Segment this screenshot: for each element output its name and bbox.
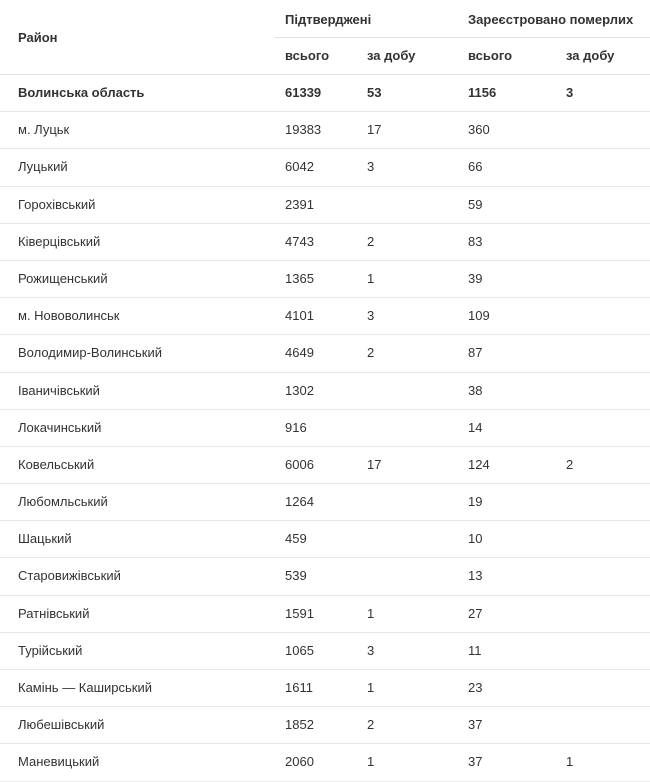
confirmed-total: 1591 [285,605,314,621]
table-row [0,447,650,484]
district-name: Володимир-Волинський [18,345,163,361]
confirmed-total: 4101 [285,308,314,324]
header-group-divider [275,37,650,38]
confirmed-total: 2391 [285,196,314,212]
confirmed-per-day: 2 [367,717,375,733]
district-name: Шацький [18,531,72,547]
table-header [0,0,650,75]
table-row [0,298,650,335]
confirmed-per-day: 53 [367,85,382,100]
confirmed-total: 1302 [285,382,314,398]
confirmed-total: 539 [285,568,307,584]
district-name: Іваничівський [18,382,100,398]
confirmed-per-day: 1 [367,605,375,621]
deaths-per-day: 3 [566,85,574,100]
district-name: Любомльський [18,494,108,510]
deaths-total: 66 [468,159,483,175]
deaths-total: 11 [468,642,482,658]
confirmed-total: 61339 [285,85,322,100]
header-confirmed-total: всього [285,48,330,63]
confirmed-total: 6042 [285,159,314,175]
confirmed-per-day: 2 [367,345,375,361]
deaths-total: 14 [468,419,483,435]
confirmed-total: 916 [285,419,307,435]
deaths-total: 19 [468,494,483,510]
deaths-total: 124 [468,456,490,472]
table-body [0,75,650,782]
confirmed-per-day: 3 [367,308,375,324]
table-row [0,149,650,186]
district-name: Турійський [18,642,83,658]
deaths-total: 1156 [468,85,497,100]
confirmed-per-day: 1 [367,270,375,286]
district-name: Любешівський [18,717,105,733]
header-deaths-total: всього [468,48,513,63]
district-name: Рожищенський [18,270,108,286]
table-row [0,633,650,670]
table-row [0,224,650,261]
confirmed-total: 4743 [285,233,314,249]
deaths-total: 27 [468,605,483,621]
district-name: м. Нововолинськ [18,308,120,324]
deaths-total: 87 [468,345,483,361]
confirmed-total: 19383 [285,122,322,138]
confirmed-total: 459 [285,531,307,547]
deaths-total: 23 [468,680,483,695]
deaths-total: 39 [468,270,483,286]
district-name: Волинська область [18,85,145,100]
district-name: Ратнівський [18,605,90,621]
deaths-total: 37 [468,754,483,770]
district-name: Ковельський [18,456,95,472]
table-row [0,558,650,595]
confirmed-per-day: 2 [367,233,375,249]
deaths-total: 38 [468,382,483,398]
confirmed-total: 2060 [285,754,314,770]
table-row [0,484,650,521]
confirmed-per-day: 3 [367,642,375,658]
deaths-per-day: 2 [566,456,574,472]
deaths-total: 360 [468,122,490,138]
confirmed-total: 4649 [285,345,314,361]
district-name: Маневицький [18,754,100,770]
table-row [0,521,650,558]
district-name: м. Луцьк [18,122,70,138]
table-row [0,335,650,372]
district-name: Ківерцівський [18,233,101,249]
confirmed-per-day: 1 [367,680,375,695]
confirmed-per-day: 1 [367,754,375,770]
table-row [0,187,650,224]
deaths-total: 59 [468,196,483,212]
district-name: Горохівський [18,196,96,212]
table-row [0,670,650,707]
deaths-total: 37 [468,717,483,733]
confirmed-total: 1065 [285,642,314,658]
deaths-total: 13 [468,568,483,584]
confirmed-total: 1852 [285,717,314,733]
table-row [0,744,650,781]
table-row [0,596,650,633]
confirmed-per-day: 17 [367,122,382,138]
deaths-total: 109 [468,308,490,324]
header-confirmed-per-day: за добу [367,48,416,63]
header-district: Район [18,30,58,45]
confirmed-total: 6006 [285,456,314,472]
deaths-total: 10 [468,531,483,547]
confirmed-total: 1365 [285,270,314,286]
table-row [0,707,650,744]
district-name: Старовижівський [18,568,121,584]
header-confirmed: Підтверджені [285,12,372,27]
table-row-total [0,75,650,112]
header-deaths-per-day: за добу [566,48,615,63]
district-name: Камінь — Каширський [18,680,153,695]
table-row [0,373,650,410]
header-deaths: Зареєстровано померлих [468,12,634,27]
table-row [0,112,650,149]
confirmed-per-day: 3 [367,159,375,175]
district-name: Локачинський [18,419,102,435]
confirmed-per-day: 17 [367,456,382,472]
district-name: Луцький [18,159,68,175]
deaths-total: 83 [468,233,483,249]
deaths-per-day: 1 [566,754,574,770]
confirmed-total: 1611 [285,680,313,695]
confirmed-total: 1264 [285,494,314,510]
table-row [0,410,650,447]
table-row [0,261,650,298]
